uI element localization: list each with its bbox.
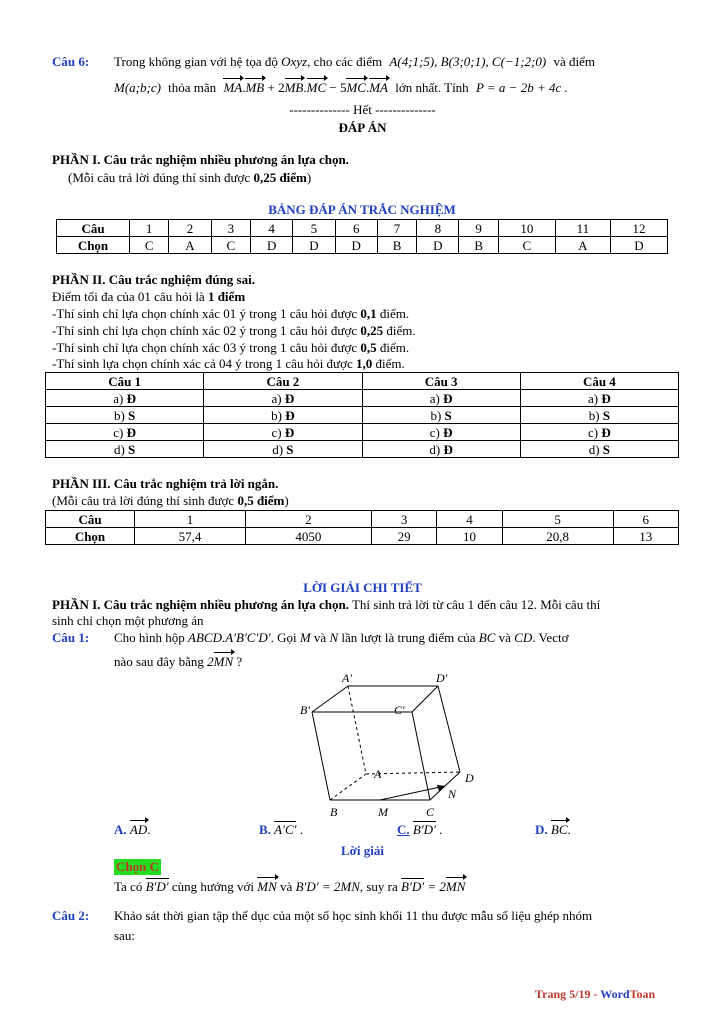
q6-text2: , cho các điểm	[307, 54, 383, 69]
q1-text: lần lượt là trung điểm của	[338, 630, 479, 645]
part2-header: Câu 3	[362, 373, 520, 390]
table-cell: b) S	[362, 407, 520, 424]
explain-text: Ta có	[114, 879, 146, 894]
table-cell: 3	[371, 511, 436, 528]
table-cell: D	[610, 237, 667, 254]
part2-answer-table	[45, 372, 679, 458]
solution-title: LỜI GIẢI CHI TIẾT	[303, 580, 422, 595]
q6-target: P = a − 2b + 4c .	[475, 80, 568, 95]
option-letter: B.	[259, 822, 271, 837]
q6-text4: thỏa mãn	[168, 80, 217, 95]
edge	[412, 712, 430, 800]
table-cell: 4050	[245, 528, 371, 545]
table-cell: 20,8	[502, 528, 613, 545]
option-tail: .	[567, 822, 571, 837]
rule-bold: 1,0	[356, 356, 373, 371]
table-row	[46, 424, 679, 441]
q1-m: M	[299, 630, 311, 645]
table-cell: 4	[251, 220, 293, 237]
table-cell: 1	[130, 220, 169, 237]
label-n: N	[448, 787, 457, 801]
part1-answer-table	[56, 219, 668, 254]
option-vec: AD	[129, 822, 148, 837]
q1-text: . Vectơ	[532, 630, 569, 645]
part3-row1-label: Câu	[46, 511, 135, 528]
q6-coef2: + 2	[267, 80, 285, 95]
rule-post: điểm.	[376, 306, 410, 321]
page-footer	[535, 987, 655, 1002]
rule-text: -Thí sinh lựa chọn chính xác cả 04 ý trong 1 câu hỏi được	[52, 356, 356, 371]
loi-giai-heading: Lời giải	[341, 843, 384, 858]
q1-n: N	[329, 630, 339, 645]
q6-coef5: − 5	[329, 80, 347, 95]
option-tail: .	[147, 822, 151, 837]
part3-row2-label: Chọn	[46, 528, 135, 545]
table-cell: B	[459, 237, 498, 254]
table-cell: 9	[459, 220, 498, 237]
table-cell: A	[555, 237, 610, 254]
q6-label: Câu 6:	[52, 54, 90, 69]
table-cell: A	[169, 237, 211, 254]
q1-line2	[114, 654, 242, 670]
q6-m-point: M(a;b;c)	[114, 80, 161, 95]
q1-cd: CD	[514, 630, 533, 645]
part1-table-title: BẢNG ĐÁP ÁN TRẮC NGHIỆM	[268, 202, 456, 217]
rule-post: điểm.	[383, 323, 416, 338]
explain-eq: B′D′ = 2MN	[295, 879, 360, 894]
label-d: D	[465, 771, 474, 785]
table-cell: d) S	[204, 441, 362, 458]
table-cell: 1	[135, 511, 246, 528]
part3-row-questions	[46, 511, 679, 528]
rule-bold: 0,5	[360, 340, 377, 355]
part3-title: PHẦN III. Câu trắc nghiệm trả lời ngắn.	[52, 476, 279, 491]
part3-answer-table	[45, 510, 679, 545]
part2-rule	[52, 340, 409, 356]
part2-title: PHẦN II. Câu trắc nghiệm đúng sai.	[52, 272, 255, 287]
table-cell: 5	[293, 220, 335, 237]
footer-brand-word: Word	[600, 987, 630, 1001]
q1-text: Cho hình hộp	[114, 630, 189, 645]
part1-row-questions	[57, 220, 668, 237]
q1-box: ABCD.A′B′C′D′	[188, 630, 271, 645]
part1-note-post: )	[306, 170, 312, 185]
label-a: A	[374, 767, 382, 781]
q1-text: và	[495, 630, 515, 645]
q6-text: Trong không gian với hệ tọa độ	[114, 54, 278, 69]
q6-vec-ma: MA	[223, 80, 243, 95]
end-mark: -------------- Hết --------------	[289, 102, 436, 117]
q1-text: và	[310, 630, 330, 645]
explain-vec: MN	[257, 879, 277, 894]
chosen-answer: Chọn C	[116, 859, 159, 874]
answer-title: ĐÁP ÁN	[338, 120, 387, 135]
table-cell: 3	[211, 220, 250, 237]
rule-bold: 0,1	[360, 306, 377, 321]
table-cell: d) S	[46, 441, 204, 458]
table-cell: c) Đ	[362, 424, 520, 441]
table-row	[46, 441, 679, 458]
option-tail: .	[439, 822, 443, 837]
part1-note-pre: (Mỗi câu trả lời đúng thí sinh được	[68, 170, 254, 185]
vector-mn	[380, 786, 445, 800]
option-letter: D.	[535, 822, 548, 837]
rule-bold: 0,25	[360, 323, 384, 338]
table-cell: D	[293, 237, 335, 254]
part3-row-answers	[46, 528, 679, 545]
option-b[interactable]	[259, 822, 303, 838]
part2-max	[52, 289, 245, 305]
q6-oxyz: Oxyz	[281, 54, 308, 69]
table-cell: 6	[335, 220, 377, 237]
table-cell: c) Đ	[204, 424, 362, 441]
q6-vec-mc2: MC	[346, 80, 366, 95]
q6-line2: M(a;b;c) thỏa mãn MA.MB + 2MB.MC − 5MC.MA lớn nhất. Tính P = a − 2b + 4c .	[114, 80, 568, 95]
label-m: M	[378, 805, 388, 819]
part3-note-pre: (Mỗi câu trả lời đúng thí sinh được	[52, 493, 238, 508]
option-a[interactable]	[114, 822, 150, 838]
explain-eq: = 2	[424, 879, 446, 894]
table-cell: b) S	[46, 407, 204, 424]
option-letter: C.	[397, 822, 410, 837]
table-cell: C	[211, 237, 250, 254]
table-cell: d) S	[520, 441, 678, 458]
table-cell: 29	[371, 528, 436, 545]
edge	[348, 686, 366, 774]
table-cell: b) Đ	[204, 407, 362, 424]
table-cell: c) Đ	[46, 424, 204, 441]
rule-text: -Thí sinh chỉ lựa chọn chính xác 02 ý trong 1 câu hỏi được	[52, 323, 361, 338]
rule-text: -Thí sinh chỉ lựa chọn chính xác 01 ý trong 1 câu hỏi được	[52, 306, 361, 321]
q1-bc: BC	[478, 630, 496, 645]
footer-page: Trang 5/19 -	[535, 987, 601, 1001]
solution-part1-rest: Thí sinh trả lời từ câu 1 đến câu 12. Mỗi câu thí	[348, 597, 601, 612]
edge	[312, 686, 348, 712]
q6-text5: lớn nhất. Tính	[395, 80, 469, 95]
edge	[438, 686, 460, 772]
option-d[interactable]	[535, 822, 571, 838]
table-cell: D	[335, 237, 377, 254]
option-letter: A.	[114, 822, 127, 837]
table-cell: d) Đ	[362, 441, 520, 458]
table-cell: 6	[613, 511, 678, 528]
q6-text3: và điểm	[553, 54, 595, 69]
q1-line1	[114, 630, 568, 646]
part3-note	[52, 493, 289, 509]
option-c[interactable]	[397, 822, 442, 838]
label-c: C	[426, 805, 435, 819]
explain-text: và	[276, 879, 296, 894]
q1-label: Câu 1:	[52, 630, 90, 645]
edge	[330, 774, 366, 800]
option-vec: A′C′	[274, 822, 297, 837]
edge	[412, 686, 438, 712]
footer-brand-toan: Toan	[629, 987, 656, 1001]
explain-text: cùng hướng với	[168, 879, 258, 894]
label-d1: D′	[436, 672, 448, 685]
part1-title: PHẦN I. Câu trắc nghiệm nhiều phương án lựa chọn.	[52, 152, 349, 167]
part2-max-bold: 1 điểm	[207, 289, 246, 304]
q6-vec-mb2: MB	[284, 80, 304, 95]
part2-header: Câu 1	[46, 373, 204, 390]
table-cell: 4	[437, 511, 502, 528]
q1-text: ?	[233, 654, 243, 669]
table-cell: C	[498, 237, 555, 254]
solution-part1-intro	[52, 597, 682, 613]
table-cell: 7	[377, 220, 416, 237]
option-vec: BC	[550, 822, 568, 837]
label-a1: A′	[342, 672, 352, 685]
table-cell: a) Đ	[362, 390, 520, 407]
parallelepiped-figure	[290, 672, 490, 820]
table-cell: b) S	[520, 407, 678, 424]
solution-part1-line2: sinh chỉ chọn một phương án	[52, 613, 204, 628]
q2-text: Khảo sát thời gian tập thể dục của một số học sinh khối 11 thu được mẫu số liệu ghép nhóm	[114, 908, 593, 923]
table-cell: B	[377, 237, 416, 254]
part2-max-pre: Điểm tối đa của 01 câu hỏi là	[52, 289, 208, 304]
q6-vec-ma2: MA	[369, 80, 388, 95]
table-cell: C	[130, 237, 169, 254]
table-cell: 11	[555, 220, 610, 237]
q2-text2: sau:	[114, 928, 135, 943]
table-cell: 12	[610, 220, 667, 237]
table-cell: c) Đ	[520, 424, 678, 441]
explain-vec: B′D′	[145, 879, 169, 894]
explain-text: , suy ra	[359, 879, 402, 894]
part2-rule	[52, 323, 416, 339]
part3-note-bold: 0,5 điểm	[237, 493, 285, 508]
table-row	[46, 407, 679, 424]
part1-row-answers	[57, 237, 668, 254]
label-b: B	[330, 805, 338, 819]
solution-part1-bold: PHẦN I. Câu trắc nghiệm nhiều phương án lựa chọn.	[52, 597, 349, 612]
q1-vec-mn: MN	[213, 654, 234, 669]
table-row	[46, 390, 679, 407]
explain-vec: MN	[445, 879, 466, 894]
q1-text: . Gọi	[270, 630, 300, 645]
table-cell: 10	[437, 528, 502, 545]
part1-note	[68, 170, 311, 186]
part2-rule	[52, 356, 405, 372]
table-cell: 5	[502, 511, 613, 528]
table-cell: D	[251, 237, 293, 254]
q6-points: A(4;1;5), B(3;0;1), C(−1;2;0)	[389, 54, 547, 69]
edge	[312, 712, 330, 800]
table-cell: D	[417, 237, 459, 254]
q1-two: 2	[207, 654, 214, 669]
q6-line1	[114, 54, 595, 70]
table-cell: 57,4	[135, 528, 246, 545]
part3-note-post: )	[284, 493, 289, 508]
q1-text: nào sau đây bằng	[114, 654, 208, 669]
q2-label: Câu 2:	[52, 908, 90, 923]
q6-vec-mc: MC	[306, 80, 327, 95]
explain-vec: B′D′	[401, 879, 425, 894]
table-cell: a) Đ	[204, 390, 362, 407]
table-cell: a) Đ	[46, 390, 204, 407]
option-vec: B′D′	[412, 822, 436, 837]
q6-vec-mb: MB	[245, 80, 265, 95]
rule-post: điểm.	[372, 356, 405, 371]
label-c1: C′	[394, 703, 405, 717]
table-cell: 2	[245, 511, 371, 528]
part2-rule	[52, 306, 409, 322]
option-tail: .	[299, 822, 303, 837]
part2-header-row	[46, 373, 679, 390]
q1-explanation	[114, 879, 465, 895]
part1-note-bold: 0,25 điểm	[253, 170, 307, 185]
part2-header: Câu 4	[520, 373, 678, 390]
part1-row2-label: Chọn	[57, 237, 130, 254]
part2-header: Câu 2	[204, 373, 362, 390]
table-cell: 10	[498, 220, 555, 237]
label-b1: B′	[300, 703, 310, 717]
table-cell: 8	[417, 220, 459, 237]
rule-text: -Thí sinh chỉ lựa chọn chính xác 03 ý trong 1 câu hỏi được	[52, 340, 361, 355]
table-cell: 13	[613, 528, 678, 545]
table-cell: a) Đ	[520, 390, 678, 407]
rule-post: điểm.	[376, 340, 410, 355]
part1-row1-label: Câu	[57, 220, 130, 237]
table-cell: 2	[169, 220, 211, 237]
